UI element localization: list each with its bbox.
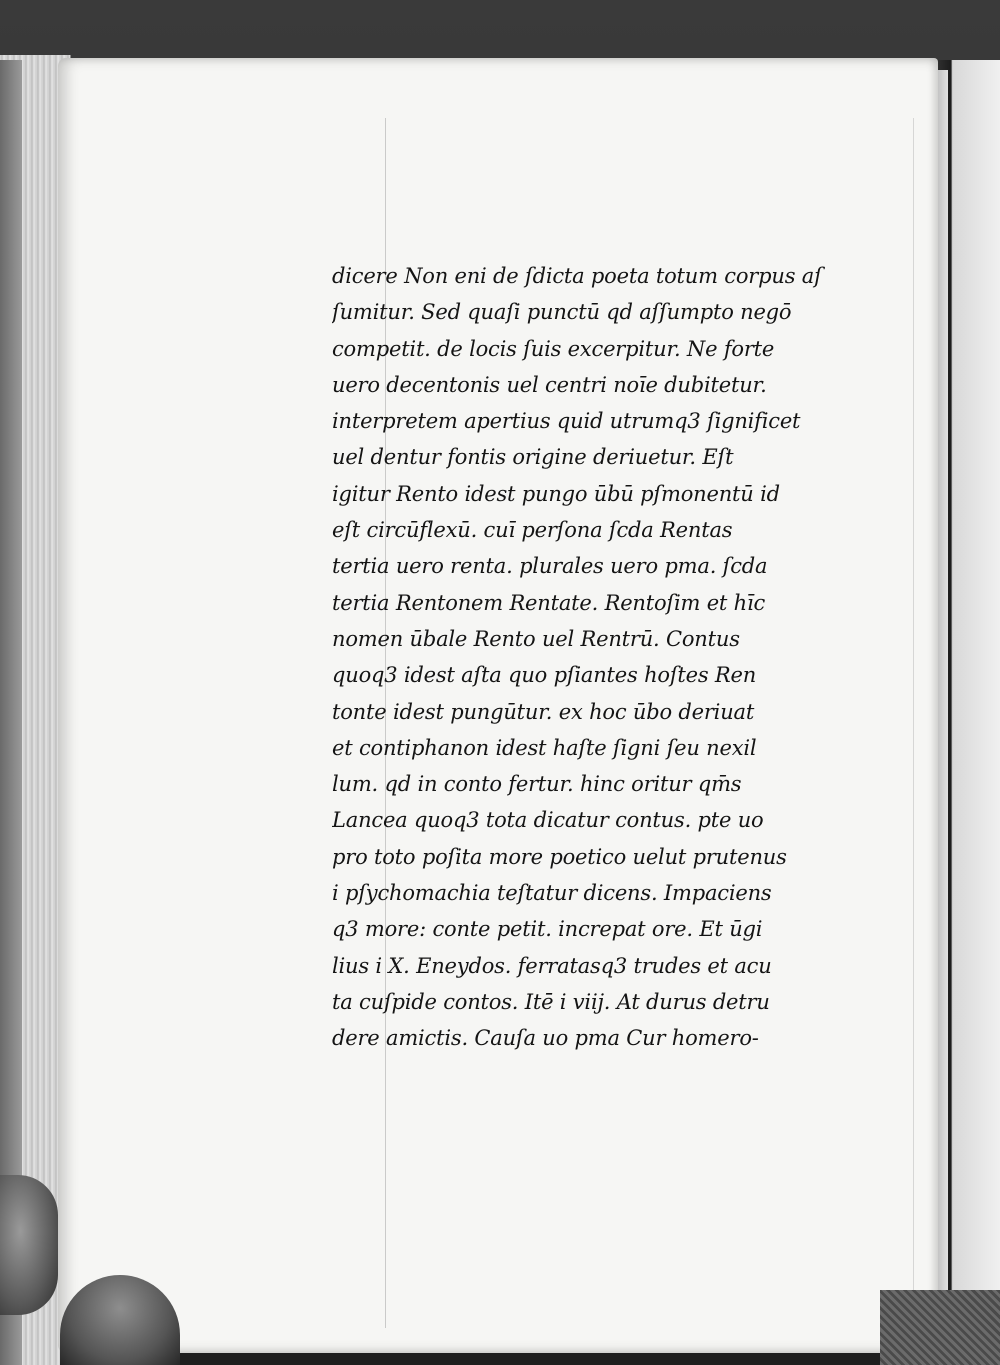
text-line: et contiphanon idest haſte ſigni ſeu nexil	[332, 735, 757, 760]
text-line: pro toto poſita more poetico uelut prutenus	[332, 844, 787, 869]
text-line: nomen ūbale Rento uel Rentrū. Contus	[332, 626, 740, 651]
holding-thumb-left	[0, 1175, 58, 1315]
text-line: uel dentur fontis origine deriuetur. Eſt	[332, 445, 734, 470]
text-line: q3 more: conte petit. increpat ore. Et ūgi	[332, 917, 763, 942]
text-line: dere amictis. Cauſa uo pma Cur homero-	[332, 1026, 759, 1051]
text-line: tertia uero renta. plurales uero pma. ſcda	[332, 554, 768, 579]
manuscript-text-block	[332, 258, 862, 1057]
text-line: dicere Non eni de ſdicta poeta totum corpus aſ	[332, 264, 822, 288]
book-cover-edge	[0, 60, 22, 1365]
text-line: uero decentonis uel centri noīe dubitetur.	[332, 372, 767, 397]
text-line: interpretem apertius quid utrumq3 ſignificet	[332, 409, 801, 434]
text-line: i pſychomachia teſtatur dicens. Impaciens	[332, 881, 772, 906]
text-line: lius i X. Eneydos. ferratasq3 trudes et acu	[332, 953, 772, 978]
text-line: ta cuſpide contos. Itē i viij. At durus detru	[332, 989, 770, 1014]
text-line: competit. de locis ſuis excerpitur. Ne forte	[332, 336, 775, 361]
text-line: tertia Rentonem Rentate. Rentoſim et hīc	[332, 590, 766, 615]
text-line: Lancea quoq3 tota dicatur contus. pte uo	[332, 808, 764, 833]
text-line: igitur Rento idest pungo ūbū pſmonentū id	[332, 481, 780, 506]
text-line: eſt circūflexū. cuī perſona ſcda Rentas	[332, 518, 733, 543]
ruling-line-right	[913, 118, 914, 1328]
text-line: tonte idest pungūtur. ex hoc ūbo deriuat	[332, 699, 755, 724]
text-line: ſumitur. Sed quaſi punctū qd aſſumpto negō	[332, 300, 792, 325]
background-fabric	[880, 1290, 1000, 1365]
text-line: quoq3 idest aſta quo pſiantes hoſtes Ren	[332, 663, 757, 688]
text-line: lum. qd in conto fertur. hinc oritur qm̄s	[332, 772, 742, 797]
